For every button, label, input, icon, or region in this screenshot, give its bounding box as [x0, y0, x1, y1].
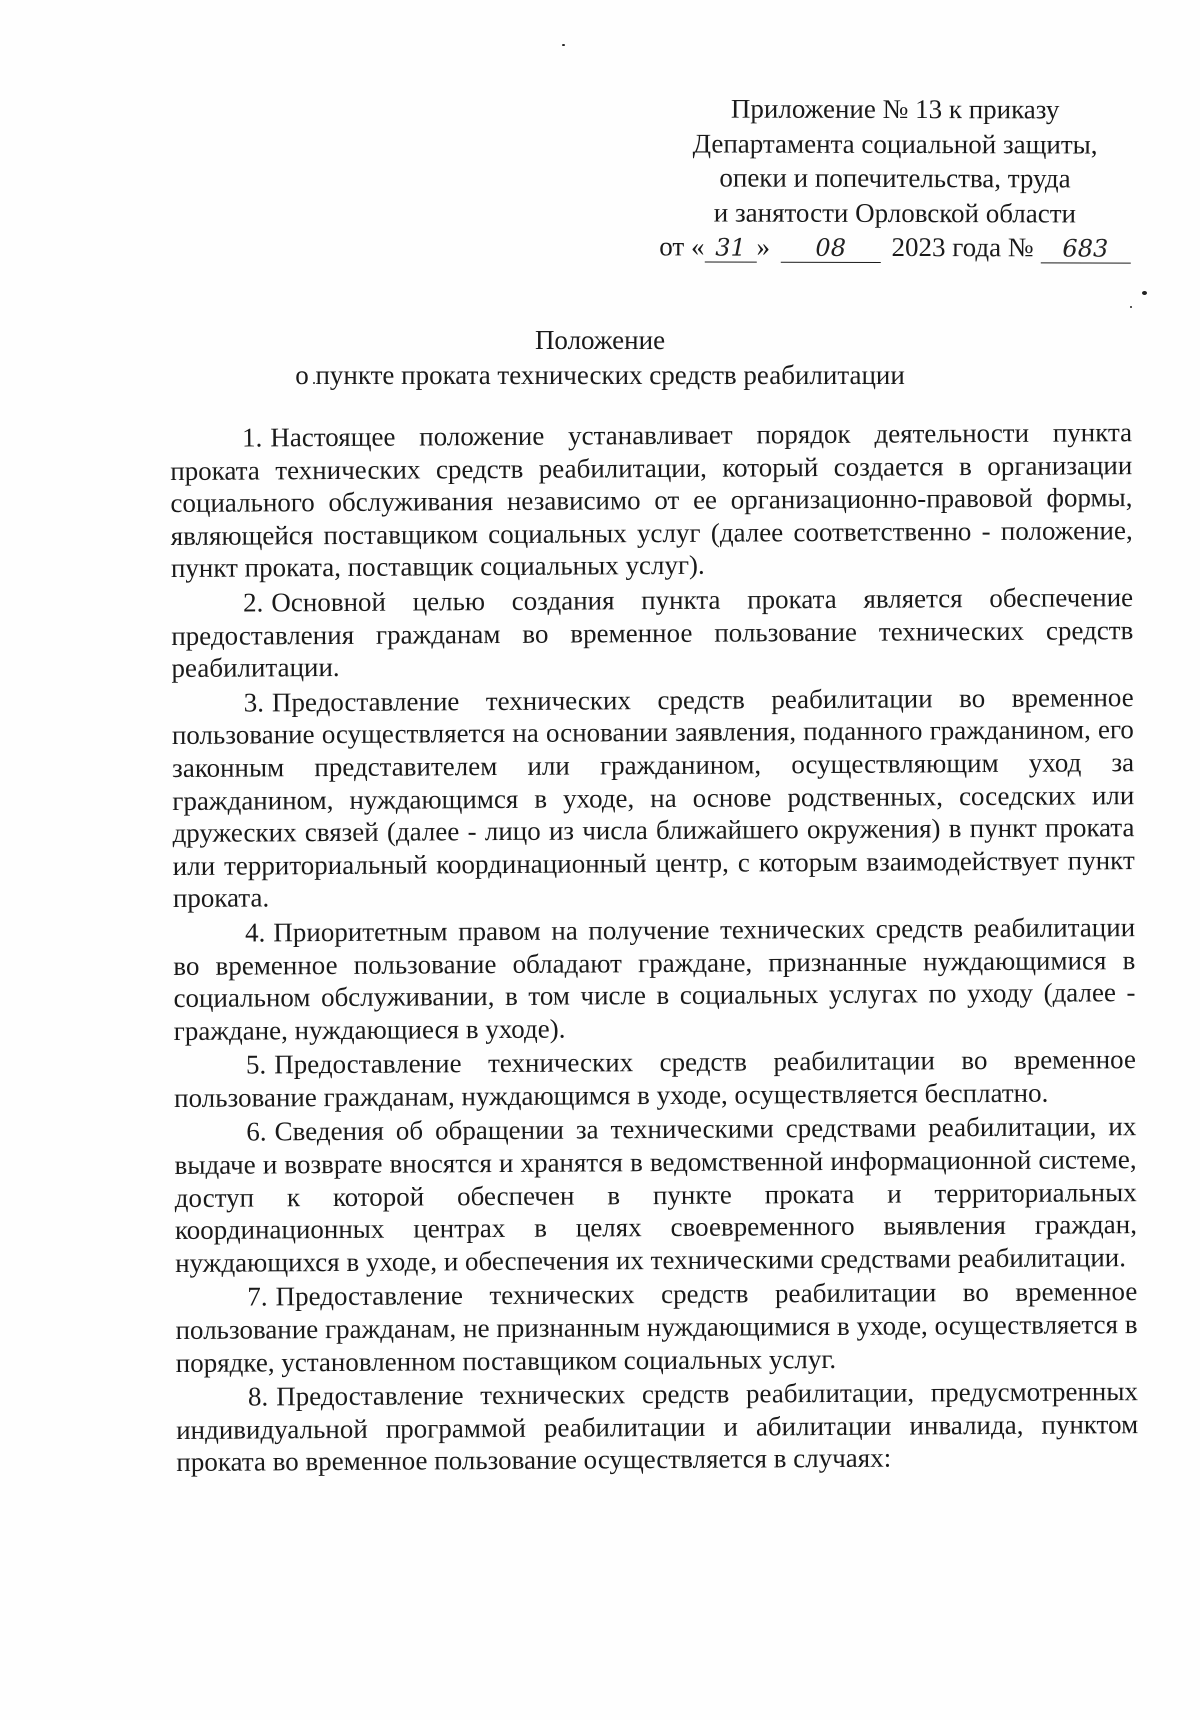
paragraph-5	[174, 1043, 1136, 1114]
date-day-handwritten: 31	[704, 234, 756, 263]
paragraph-2	[171, 581, 1134, 685]
paragraph-text: Основной целью создания пункта проката является обеспечение предоставления гражданам во временное пользование технических средств реабилитации.	[171, 582, 1134, 684]
scan-speck	[1142, 291, 1147, 295]
paragraph-text: Приоритетным правом на получение технических средств реабилитации во временное пользование обладают граждане, признанные нуждающимися в социальном обслуживании, в том числе в социальных услугах по уходу (далее - граждане, нуждающиеся в уходе).	[173, 912, 1136, 1046]
paragraph-text: Настоящее положение устанавливает порядок деятельности пункта проката технических средств реабилитации, который создается в организации социального обслуживания независимо от ее организационно-правовой формы, являющейся поставщиком социальных услуг (далее соответственно - положение, пункт проката, поставщик социальных услуг).	[170, 417, 1133, 584]
title-line-2: о пункте проката технических средств реабилитации	[295, 360, 905, 390]
paragraph-text: Сведения об обращении за техническими средствами реабилитации, их выдаче и возврате вносятся и хранятся в ведомственной информационной системе, доступ к которой обеспечен в пункте проката и территориальных координационных центрах в целях своевременного выявления граждан, нуждающихся в уходе, и обеспечения их техническими средствами реабилитации.	[174, 1111, 1138, 1278]
paragraph-number: 5.	[245, 1049, 267, 1080]
scan-speck	[1130, 306, 1132, 308]
appendix-line-3: опеки и попечительства, труда	[719, 162, 1071, 194]
paragraph-8	[176, 1375, 1139, 1479]
appendix-line-4: и занятости Орловской области	[713, 197, 1077, 228]
scan-speck	[562, 44, 565, 46]
paragraph-number: 1.	[242, 422, 263, 453]
date-quote-close: »	[756, 231, 771, 262]
paragraph-3	[172, 681, 1135, 915]
paragraph-7	[175, 1276, 1138, 1380]
paragraph-1	[170, 416, 1133, 585]
date-prefix: от «	[659, 231, 705, 262]
appendix-line-1: Приложение № 13 к приказу	[730, 93, 1060, 125]
paragraph-text: Предоставление технических средств реабилитации во временное пользование гражданам, нуждающимся в уходе, осуществляется бесплатно.	[174, 1044, 1137, 1113]
paragraph-number: 6.	[246, 1116, 267, 1148]
date-month-handwritten: 08	[781, 234, 881, 263]
paragraph-number: 4.	[245, 917, 266, 948]
appendix-line-2: Департамента социальной защиты,	[692, 127, 1098, 160]
paragraph-number: 3.	[243, 687, 265, 718]
paragraph-text: Предоставление технических средств реабилитации, предусмотренных индивидуальной программой реабилитации и абилитации инвалида, пунктом проката во временное пользование осуществляется в случаях:	[176, 1376, 1139, 1478]
paragraph-4	[173, 911, 1136, 1047]
paragraph-6	[174, 1111, 1137, 1280]
document-body	[170, 416, 1138, 1481]
title-line-1: Положение	[534, 325, 666, 355]
order-number-handwritten: 683	[1040, 234, 1130, 263]
paragraph-number: 7.	[247, 1281, 268, 1312]
date-year-text: 2023 года №	[891, 231, 1034, 263]
paragraph-text: Предоставление технических средств реабилитации во временное пользование осуществляется на основании заявления, поданного гражданином, его законным представителем или гражданином, осуществляющим уход за гражданином, нуждающимся в уходе, на основе родственных, соседских или дружеских связей (далее - лицо из числа ближайшего окружения) в пункт проката или территориальный координационный центр, с которым взаимодействует пункт проката.	[171, 681, 1135, 914]
document-title	[200, 323, 1000, 393]
paragraph-number: 2.	[243, 587, 264, 618]
order-date-line	[655, 229, 1135, 265]
appendix-header	[655, 91, 1135, 265]
paragraph-number: 8.	[247, 1381, 269, 1412]
paragraph-text: Предоставление технических средств реабилитации во временное пользование гражданам, не признанным нуждающимися в уходе, осуществляется в порядке, установленном поставщиком социальных услуг.	[175, 1276, 1138, 1378]
